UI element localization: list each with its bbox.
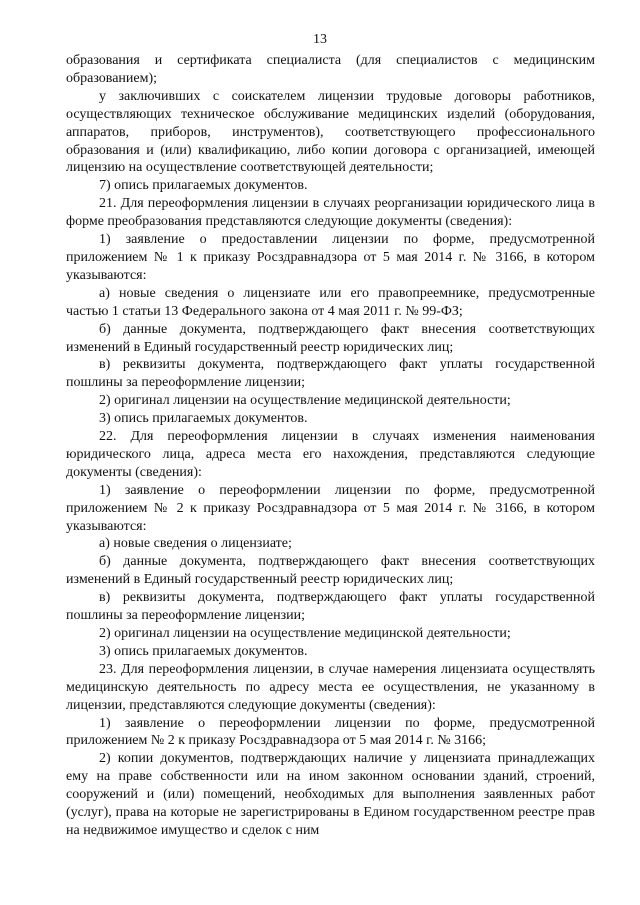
document-body — [66, 52, 595, 840]
paragraph: а) новые сведения о лицензиате; — [99, 536, 292, 552]
paragraph: 7) опись прилагаемых документов. — [99, 178, 308, 194]
paragraph: 3) опись прилагаемых документов. — [99, 411, 308, 427]
paragraph: б) данные документа, подтверждающего факт внесения соответствующих изменений в Единый государственный реестр юридических лиц; — [66, 321, 595, 355]
paragraph: 1) заявление о переоформлении лицензии по форме, предусмотренной приложением № 2 к приказу Росздравнадзора от 5 мая 2014 г. № 3166, в котором указываются: — [66, 482, 595, 534]
paragraph: 3) опись прилагаемых документов. — [99, 643, 308, 659]
page-number: 13 — [313, 32, 327, 47]
paragraph: 23. Для переоформления лицензии, в случае намерения лицензиата осуществлять медицинскую деятельность по адресу места ее осуществления, не указанному в лицензии, представляются следующие документы (сведения): — [66, 661, 595, 713]
paragraph: 1) заявление о предоставлении лицензии по форме, предусмотренной приложением № 1 к приказу Росздравнадзора от 5 мая 2014 г. № 3166, в котором указываются: — [66, 232, 595, 283]
paragraph: 22. Для переоформления лицензии в случаях изменения наименования юридического лица, адреса места его нахождения, представляются следующие документы (сведения): — [66, 429, 595, 480]
paragraph: 21. Для переоформления лицензии в случаях реорганизации юридического лица в форме преобразования представляются следующие документы (сведения): — [66, 196, 595, 230]
paragraph: в) реквизиты документа, подтверждающего факт уплаты государственной пошлины за переоформление лицензии; — [66, 590, 595, 624]
paragraph: 1) заявление о переоформлении лицензии по форме, предусмотренной приложением № 2 к приказу Росздравнадзора от 5 мая 2014 г. № 3166; — [66, 715, 595, 749]
paragraph: б) данные документа, подтверждающего факт внесения соответствующих изменений в Единый государственный реестр юридических лиц; — [66, 554, 595, 588]
paragraph: 2) оригинал лицензии на осуществление медицинской деятельности; — [99, 393, 511, 409]
paragraph: у заключивших с соискателем лицензии трудовые договоры работников, осуществляющих техническое обслуживание медицинских изделий (оборудования, аппаратов, приборов, инструментов), соответствующего профессионального образования и (или) квалификацию, либо копии договора с организацией, имеющей лицензию на осуществление соответствующей деятельности; — [66, 88, 595, 176]
paragraph: 2) копии документов, подтверждающих наличие у лицензиата принадлежащих ему на праве собственности или на ином законном основании зданий, строений, сооружений и (или) помещений, необходимых для выполнения заявленных работ (услуг), права на которые не зарегистрированы в Едином государственном реестре прав на недвижимое имущество и сделок с ним — [66, 751, 595, 838]
paragraph: а) новые сведения о лицензиате или его правопреемнике, предусмотренные частью 1 статьи 13 Федерального закона от 4 мая 2011 г. № 99-ФЗ; — [66, 285, 595, 319]
paragraph: образования и сертификата специалиста (для специалистов с медицинским образованием); — [66, 53, 595, 86]
paragraph: в) реквизиты документа, подтверждающего факт уплаты государственной пошлины за переоформление лицензии; — [66, 357, 595, 391]
paragraph: 2) оригинал лицензии на осуществление медицинской деятельности; — [99, 626, 511, 641]
